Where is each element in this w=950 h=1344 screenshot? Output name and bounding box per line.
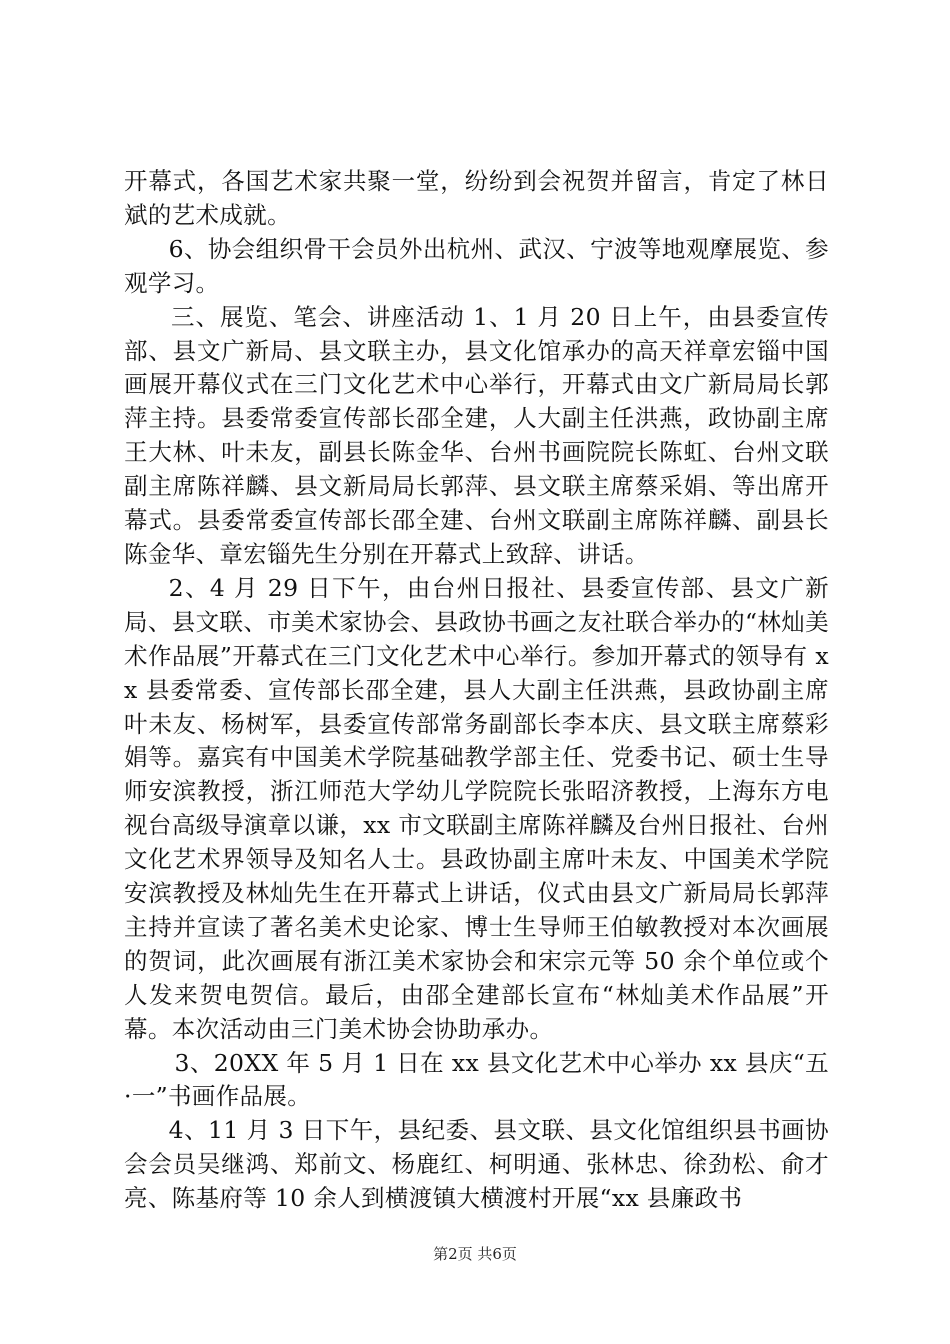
paragraph-item-4: 4、11 月 3 日下午，县纪委、县文联、县文化馆组织县书画协会会员吴继鸿、郑前文、杨鹿红、柯明通、张林忠、徐劲松、俞才亮、陈基府等 10 余人到横渡镇大横渡村开展“xx 县廉政书 [124,1116,829,1213]
page-footer: 第2页 共6页 [433,1245,517,1263]
paragraph-continuation: 开幕式，各国艺术家共聚一堂，纷纷到会祝贺并留言，肯定了林日斌的艺术成就。 [124,167,829,229]
paragraph-item-3: 3、20XX 年 5 月 1 日在 xx 县文化艺术中心举办 xx 县庆“五·一”书画作品展。 [124,1048,829,1111]
paragraph-item-2: 2、4 月 29 日下午，由台州日报社、县委宣传部、县文广新局、县文联、市美术家协会、县政协书画之友社联合举办的“林灿美术作品展”开幕式在三门文化艺术中心举行。参加开幕式的领导有 xx 县委常委、宣传部长邵全建，县人大副主任洪燕，县政协副主席叶未友、杨树军，县委宣传部常务副部长李本庆、县文联主席蔡彩娟等。嘉宾有中国美术学院基础教学部主任、党委书记、硕士生导师安滨教授，浙江师范大学幼儿学院院长张昭济教授，上海东方电视台高级导演章以谦，xx 市文联副主席陈祥麟及台州日报社、台州文化艺术界领导及知名人士。县政协副主席叶未友、中国美术学院安滨教授及林灿先生在开幕式上讲话，仪式由县文广新局局长郭萍主持并宣读了著名美术史论家、博士生导师王伯敏教授对本次画展的贺词，此次画展有浙江美术家协会和宋宗元等 50 余个单位或个人发来贺电贺信。最后，由邵全建部长宣布“林灿美术作品展”开幕。本次活动由三门美术协会协助承办。 [124,573,829,1043]
paragraph-section-3: 三、展览、笔会、讲座活动 1、1 月 20 日上午，由县委宣传部、县文广新局、县文联主办，县文化馆承办的高天祥章宏锱中国画展开幕仪式在三门文化艺术中心举行，开幕式由文广新局局长郭萍主持。县委常委宣传部长邵全建，人大副主任洪燕，政协副主席王大林、叶未友，副县长陈金华、台州书画院院长陈虹、台州文联副主席陈祥麟、县文新局局长郭萍、县文联主席蔡采娟、等出席开幕式。县委常委宣传部长邵全建、台州文联副主席陈祥麟、副县长陈金华、章宏锱先生分别在开幕式上致辞、讲话。 [124,302,829,568]
paragraph-item-6: 6、协会组织骨干会员外出杭州、武汉、宁波等地观摩展览、参观学习。 [124,234,829,297]
document-body [124,165,829,1216]
